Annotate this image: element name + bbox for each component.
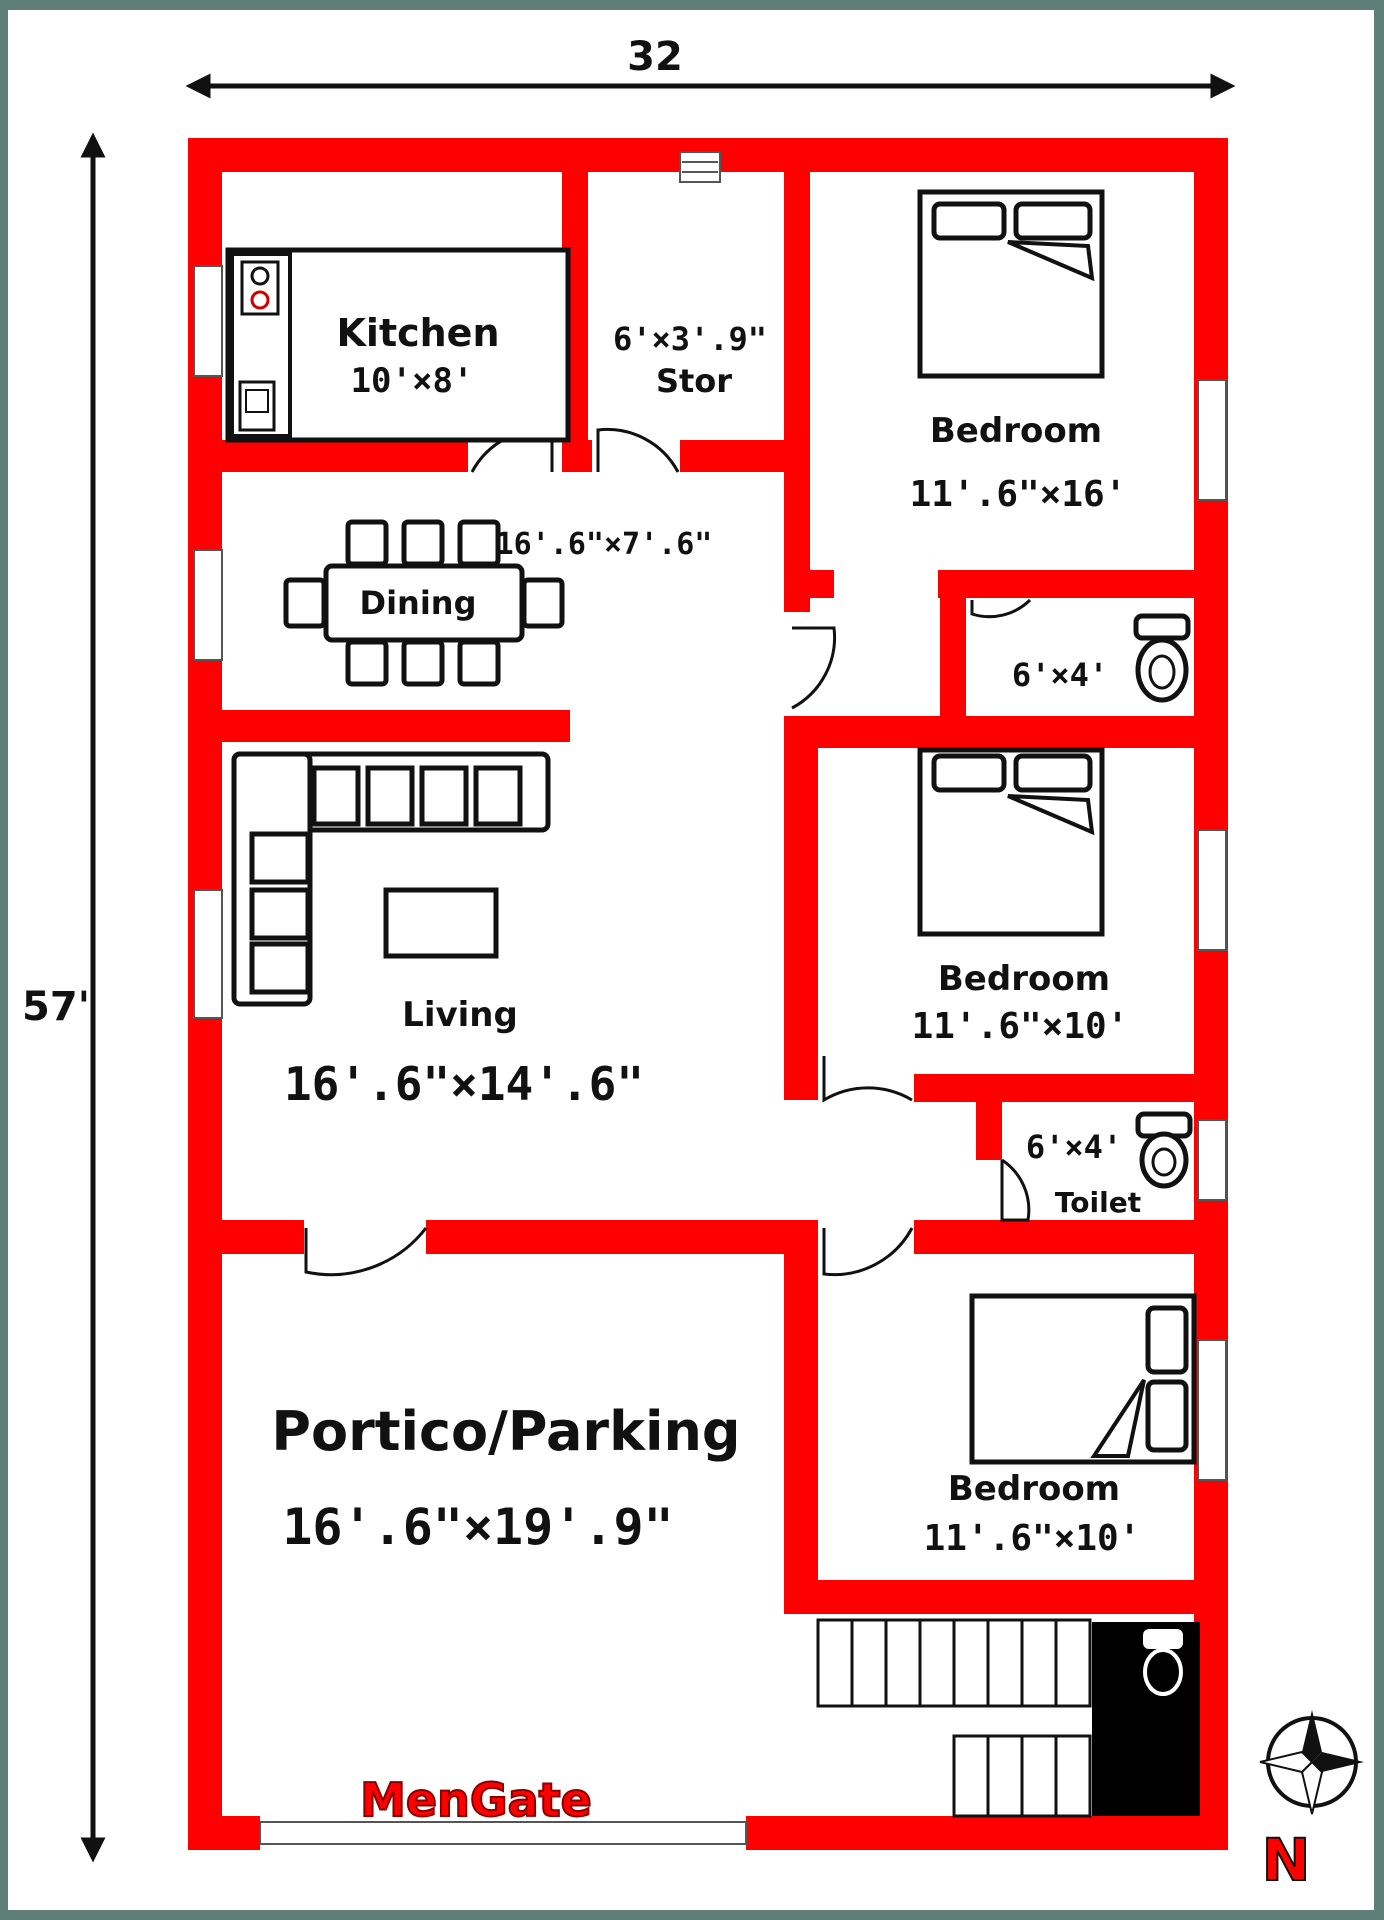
room-portico-size: 16'.6"×19'.9"	[282, 1498, 674, 1556]
room-bedroom3-label: Bedroom	[947, 1469, 1121, 1509]
room-bath1-size: 6'×4'	[1011, 656, 1109, 694]
room-store	[613, 320, 767, 400]
room-portico-label: Portico/Parking	[271, 1400, 741, 1463]
room-store-label: Stor	[655, 362, 733, 400]
width-dimension-label: 32	[627, 34, 683, 80]
sink-icon	[240, 382, 274, 430]
room-toilet-label: Toilet	[1054, 1186, 1142, 1219]
room-bedroom2-label: Bedroom	[937, 959, 1111, 999]
room-bedroom2-size: 11'.6"×10'	[911, 1006, 1129, 1047]
room-living-size: 16'.6"×14'.6"	[283, 1057, 645, 1111]
room-bedroom1-size: 11'.6"×16'	[909, 474, 1127, 515]
room-bath1	[1012, 656, 1108, 694]
room-kitchen-size: 10'×8'	[350, 361, 474, 401]
room-living-label: Living	[402, 995, 518, 1035]
room-toilet	[1026, 1128, 1141, 1219]
room-bedroom1	[910, 411, 1127, 515]
toilet-icon-toilet	[1138, 1114, 1190, 1186]
room-store-size: 6'×3'.9"	[612, 320, 768, 358]
room-bedroom1-label: Bedroom	[929, 411, 1103, 451]
under-stair-toilet	[1092, 1622, 1200, 1816]
sofa-icon	[234, 754, 548, 1004]
watermark-logo: MenGate	[360, 1773, 592, 1827]
floor-plan	[8, 10, 1374, 1910]
staircase	[818, 1620, 1090, 1816]
room-toilet-size: 6'×4'	[1025, 1128, 1123, 1166]
room-portico	[271, 1400, 740, 1556]
room-living	[284, 995, 644, 1111]
bed-icon-bedroom3	[972, 1296, 1194, 1462]
bed-icon-bedroom2	[920, 750, 1102, 934]
stove-icon	[242, 262, 278, 314]
coffee-table-icon	[386, 890, 496, 956]
room-dining-label: Dining	[359, 584, 477, 622]
length-dimension	[22, 145, 93, 1850]
compass-icon	[1260, 1710, 1364, 1894]
room-kitchen-label: Kitchen	[336, 311, 500, 355]
compass-north-label: N	[1261, 1826, 1311, 1894]
length-dimension-label: 57'	[22, 984, 90, 1030]
room-bedroom3	[924, 1469, 1141, 1559]
room-bedroom3-size: 11'.6"×10'	[923, 1518, 1141, 1559]
width-dimension	[198, 34, 1223, 86]
bed-icon-bedroom1	[920, 192, 1102, 376]
toilet-icon-bath1	[1136, 616, 1188, 700]
floor-plan-svg	[8, 10, 1374, 1910]
room-bedroom2	[912, 959, 1129, 1047]
room-dining-size: 16'.6"×7'.6"	[495, 527, 713, 562]
